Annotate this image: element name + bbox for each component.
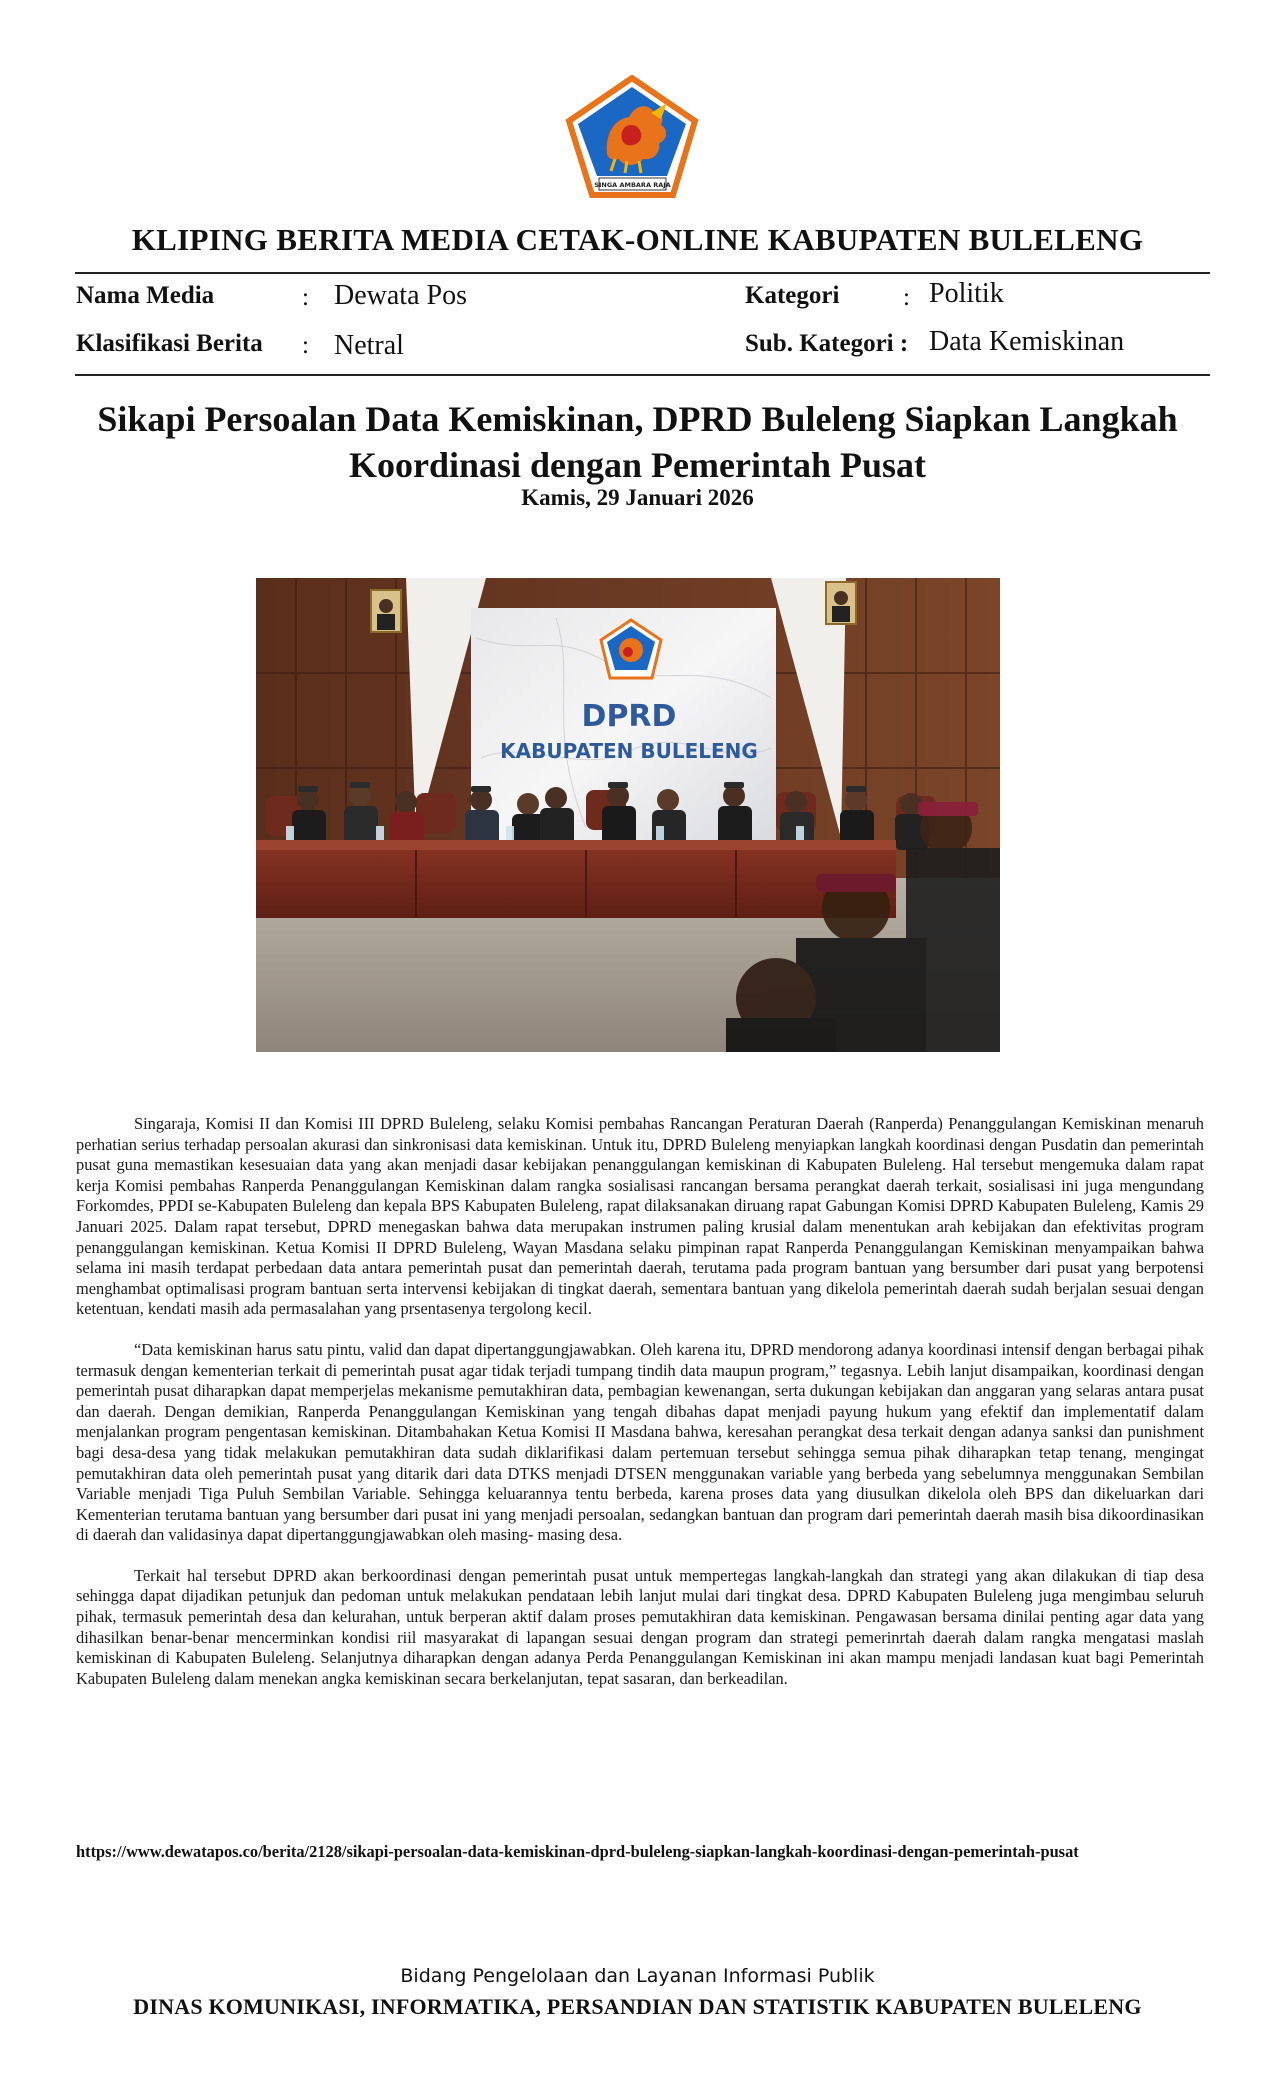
article-photo	[256, 578, 1000, 1052]
photo-sign-kabupaten: KABUPATEN BULELENG	[500, 739, 758, 763]
category-label: Kategori	[745, 282, 840, 309]
classification-label: Klasifikasi Berita	[76, 330, 263, 357]
subcategory-value: Data Kemiskinan	[929, 326, 1125, 357]
media-value: Dewata Pos	[334, 280, 467, 311]
article-paragraph-2: “Data kemiskinan harus satu pintu, valid dan dapat dipertanggungjawabkan. Oleh karena itu, DPRD mendorong adanya koordinasi intensif dengan berbagai pihak termasuk dengan kementerian terkait di pemerintah pusat agar tidak terjadi tumpang tindih data maupun program,” tegasnya. Lebih lanjut disampaikan, koordinasi dengan pemerintah pusat diharapkan dapat memperjelas mekanisme pemutakhiran data, pembagian kewenangan, serta dukungan kebijakan dan anggaran yang selaras antara pusat dan daerah. Dengan demikian, Ranperda Penanggulangan Kemiskinan yang tengah dibahas dapat menjadi payung hukum yang efektif dan implementatif dalam menjalankan program pengentasan kemiskinan. Ditambahakan Ketua Komisi II Masdana bahwa, keresahan perangkat desa terkait dengan adanya sanksi dan punishment bagi desa-desa yang tidak melakukan pemutakhiran data sudah diklarifikasi dalam pertemuan tersebut sehingga semua pihak diharapkan tetap tenang, mengingat pemutakhiran data oleh pemerintah pusat yang ditarik dari data DTKS menjadi DTSEN menggunakan variable yang berbeda yang sebelumnya menggunakan Sembilan Variable menjadi Tiga Puluh Sembilan Variable. Sehingga keluarannya tentu berbeda, karena proses data yang diusulkan dikelola oleh BPS dan dikeluarkan dari Kementerian terutama bantuan yang bersumber dari pusat ini yang menjadi persoalan, sedangkan bantuan dan program dari pemerintah daerah masih bisa dikoordinasikan di daerah dan validasinya dapat dipertanggungjawabkan oleh masing- masing desa.	[76, 1339, 1204, 1545]
media-colon: :	[302, 284, 309, 311]
header-bottom-rule	[75, 374, 1210, 376]
article-body	[76, 1114, 1204, 1709]
photo-sign-dprd: DPRD	[581, 699, 677, 734]
header-top-rule	[75, 272, 1210, 274]
footer-organization: DINAS KOMUNIKASI, INFORMATIKA, PERSANDIAN DAN STATISTIK KABUPATEN BULELENG	[133, 1994, 1142, 2019]
footer-department: Bidang Pengelolaan dan Layanan Informasi Publik	[400, 1965, 875, 1987]
category-colon: :	[903, 284, 910, 311]
article-headline: Sikapi Persoalan Data Kemiskinan, DPRD Buleleng Siapkan Langkah Koordinasi dengan Pemerintah Pusat	[97, 399, 1178, 485]
article-paragraph-3: Terkait hal tersebut DPRD akan berkoordinasi dengan pemerintah pusat untuk mempertegas langkah-langkah dan strategi yang akan dilakukan di tiap desa sehingga dapat dijadikan petunjuk dan pedoman untuk melakukan pendataan lebih lanjut mulai dari tingkat desa. DPRD Kabupaten Buleleng juga mengimbau seluruh pihak, termasuk pemerintah desa dan kelurahan, untuk berperan aktif dalam proses pemutakhiran data kemiskinan. Pengawasan bersama dinilai penting agar data yang dihasilkan benar-benar mencerminkan kondisi riil masyarakat di lapangan sesuai dengan program dan strategi pemerinrtah daerah dalam rangka mengatasi maslah kemiskinan di Kabupaten Buleleng. Selanjutnya diharapkan dengan adanya Perda Penanggulangan Kemiskinan ini akan mampu menjadi landasan kuat bagi Pemerintah Kabupaten Buleleng dalam menekan angka kemiskinan secara berkelanjutan, tepat sasaran, dan berkeadilan.	[76, 1565, 1204, 1688]
source-url-link[interactable]: https://www.dewatapos.co/berita/2128/sikapi-persoalan-data-kemiskinan-dprd-buleleng-siapkan-langkah-koordinasi-dengan-pemerintah-pusat	[76, 1842, 1079, 1861]
article-paragraph-1: Singaraja, Komisi II dan Komisi III DPRD Buleleng, selaku Komisi pembahas Rancangan Peraturan Daerah (Ranperda) Penanggulangan Kemiskinan menaruh perhatian serius terhadap persoalan akurasi dan sinkronisasi data kemiskinan. Untuk itu, DPRD Buleleng menyiapkan langkah koordinasi dengan Pusdatin dan pemerintah pusat guna memastikan kesesuaian data yang akan menjadi dasar kebijakan penanggulangan kemiskinan di Kabupaten Buleleng. Hal tersebut mengemuka dalam rapat kerja Komisi pembahas Ranperda Penanggulangan Kemiskinan dalam rangka sosialisasi rancangan bersama perangkat daerah terkait, sosialisasi ini juga mengundang Forkomdes, PPDI se-Kabupaten Buleleng dan kepala BPS Kabupaten Buleleng, rapat dilaksanakan diruang rapat Gabungan Komisi DPRD Kabupaten Buleleng, Kamis 29 Januari 2025. Dalam rapat tersebut, DPRD menegaskan bahwa data merupakan instrumen paling krusial dalam menentukan arah kebijakan dan efektivitas program penanggulangan kemiskinan. Ketua Komisi II DPRD Buleleng, Wayan Masdana selaku pimpinan rapat Ranperda Penanggulangan Kemiskinan menyampaikan bahwa selama ini masih terdapat perbedaan data antara pemerintah pusat dan pemerintah daerah, terutama pada program bantuan yang bersumber dari pusat yang berpotensi menghambat optimalisasi program bantuan serta intervensi kebijakan di tingkat daerah, sementara bantuan yang dikelola pemerintah daerah sudah berjalan sesuai dengan ketentuan, kendati masih ada permasalahan yang prsentasenya tergolong kecil.	[76, 1114, 1204, 1319]
subcategory-label: Sub. Kategori :	[745, 330, 909, 357]
classification-value: Netral	[334, 330, 404, 361]
media-label: Nama Media	[76, 282, 215, 309]
masthead-title: KLIPING BERITA MEDIA CETAK-ONLINE KABUPATEN BULELENG	[131, 222, 1144, 257]
seal-motto-text: SINGA AMBARA RAJA	[594, 181, 671, 189]
classification-colon: :	[302, 332, 309, 359]
regency-seal-logo	[565, 75, 700, 200]
article-date: Kamis, 29 Januari 2026	[521, 485, 754, 510]
category-value: Politik	[929, 278, 1004, 309]
